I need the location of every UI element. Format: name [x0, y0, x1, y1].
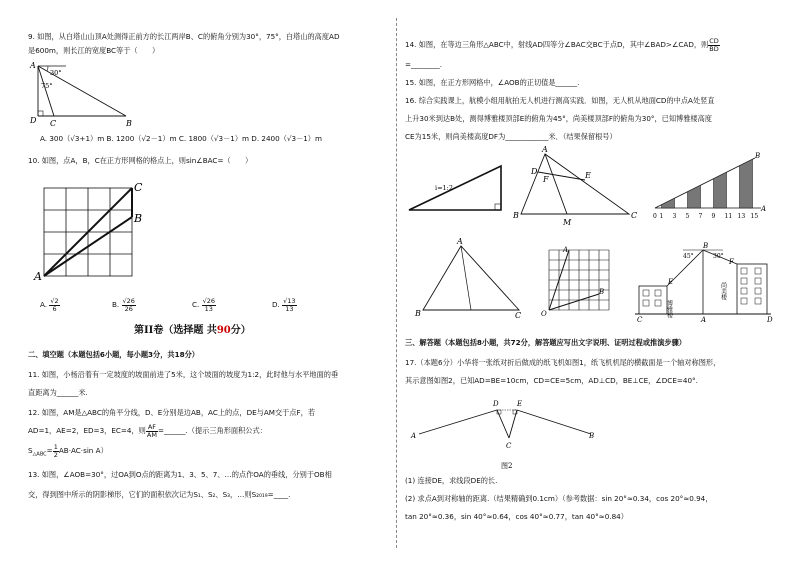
tri-label-m: M: [563, 218, 572, 227]
trap-label-a: A: [761, 205, 767, 213]
q17-label-c: C: [506, 442, 512, 450]
q9-label-d: D: [30, 116, 37, 125]
q12-line1: 12. 如图，AM是△ABC的角平分线，D、E分别是边AB，AC上的点，DE与AM交于点F，若: [28, 408, 316, 417]
tri-label-d: D: [531, 167, 538, 176]
trap-tick-label: 11: [724, 213, 733, 220]
shaded-trapezoid: [740, 159, 753, 208]
build-label-f: F: [729, 258, 734, 266]
trap-tick-label: 0: [653, 213, 657, 220]
tri-label-f: F: [543, 175, 549, 184]
shaded-trapezoid: [662, 198, 675, 208]
section3-title: 三、解答题（本题包括8小题，共72分，解答题应写出文字说明、证明过程或推演步骤）: [405, 338, 686, 347]
tri2-label-b: B: [415, 309, 421, 318]
q12-line3: $S_{\triangle ABC}=$ $\frac{1}{2}$ AB·AC·sin A）: [28, 443, 108, 459]
buildings-figure: [633, 242, 773, 322]
slope-figure: [405, 160, 505, 216]
tri2-label-c: C: [515, 311, 522, 320]
q16-line1: 16. 综合实践课上，航模小组用航拍无人机进行测高实践．如图，无人机从地面CD的中点A处竖直: [405, 96, 715, 105]
build-angle-45: 45°: [683, 253, 694, 260]
tri-label-a: A: [542, 145, 548, 154]
q9-line2: 是600m，则长江的宽度BC等于（ ）: [28, 46, 160, 55]
q17-figure: [409, 394, 599, 472]
q9-angle-30: 30°: [50, 69, 62, 77]
q17-label-d: D: [493, 400, 499, 408]
build-angle-30: 30°: [713, 253, 724, 260]
grid2-label-a: A: [563, 246, 569, 254]
trap-label-b: B: [755, 152, 761, 160]
slope-ratio-label: i=1:2: [435, 184, 453, 192]
tri-label-c: C: [631, 211, 638, 220]
build-label-a: A: [701, 316, 707, 324]
q16-line3: CE为15米，则尚美楼高度DF为____________米．（结果保留根号）: [405, 132, 617, 141]
build-label-d: D: [767, 316, 773, 324]
build-label-b: B: [703, 242, 709, 250]
grid2-label-o: O: [541, 310, 547, 318]
grid-angle-figure: [537, 246, 627, 318]
q10-grid-figure: [34, 182, 154, 282]
q9-figure: [26, 60, 136, 130]
trap-tick-label: 1: [659, 213, 664, 220]
part2-heading: 第II卷（选择题 共90分）: [134, 325, 251, 336]
grid2-label-b: B: [599, 288, 605, 296]
q10-line: 10. 如图，点A，B，C在正方形网格的格点上，则sin∠BAC=（ ）: [28, 156, 253, 165]
q14-line2: =________.: [405, 60, 443, 69]
right-column: [397, 0, 794, 561]
q17-part2: (2) 求点A到对称轴的距离.（结果精确到0.1cm）（参考数据：sin 20°≈0.34，cos 20°≈0.94，: [405, 494, 713, 503]
trap-tick-label: 5: [685, 213, 690, 220]
trap-tick-label: 15: [750, 213, 759, 220]
q14-line1: 14. 如图，在等边三角形△ABC中，射线AD四等分∠BAC交BC于点D，其中∠BAD>∠CAD，则 $\frac{CD}{BD}$: [405, 37, 719, 53]
q16-line2: 上升30米到达B处，测得博雅楼顶部E的俯角为45°，尚美楼顶部F的俯角为30°，已知博雅楼高度: [405, 114, 712, 123]
tri-label-e: E: [585, 171, 591, 180]
q10-label-c: C: [134, 181, 143, 194]
q13-line1: 13. 如图，∠AOB=30°，过OA到O点的距离为1、3、5、7、…的点作OA的垂线，分别于OB相: [28, 470, 332, 479]
trap-tick-label: 13: [737, 213, 746, 220]
q9-options: A. 300（√3+1）m B. 1200（√2－1）m C. 1800（√3－1）m D. 2400（√3－1）m: [40, 134, 322, 143]
trap-tick-label: 3: [672, 213, 677, 220]
trap-tick-label: 9: [711, 213, 716, 220]
build-right-label: 尚美楼: [719, 282, 727, 300]
q9-label-a: A: [30, 61, 36, 70]
triangle-bisector-figure: [511, 145, 641, 228]
q9-line1: 9. 如图，从白塔山山顶A处测得正前方的长江两岸B、C的俯角分别为30°，75°，白塔山的高度AD: [28, 32, 340, 41]
shaded-trapezoid: [714, 172, 727, 208]
shaded-trapezoid: [688, 185, 701, 208]
q11-line1: 11. 如图，小杨沿着有一定坡度的坡面前进了5米，这个坡面的坡度为1:2，此时他与水平地面的垂: [28, 370, 339, 379]
q10-option-a: A. $\frac{√2}{6}$: [40, 297, 59, 313]
build-label-e: E: [668, 278, 674, 286]
tri2-label-a: A: [457, 237, 463, 246]
build-label-c: C: [637, 316, 643, 324]
q11-line2: 直距离为______米.: [28, 388, 88, 397]
q12-line2: AD=1，AE=2，ED=3，EC=4，则 $\frac{AF}{AM}$ =______.（提示三角形面积公式：: [28, 423, 267, 439]
q17-label-b: B: [589, 432, 595, 440]
q17-part1: (1) 连接DE，求线段DE的长.: [405, 476, 498, 485]
q10-option-c: C. $\frac{√26}{13}$: [192, 297, 216, 313]
build-left-label: 博雅楼: [665, 300, 673, 318]
q9-angle-75: 75°: [41, 82, 53, 90]
q10-option-d: D. $\frac{√13}{13}$: [272, 297, 296, 313]
triangle-abc-figure: [415, 238, 525, 318]
q10-label-a: A: [34, 270, 42, 283]
section2-title: 二、填空题（本题包括6小题，每小题3分，共18分）: [28, 350, 199, 359]
q9-label-c: C: [50, 119, 57, 128]
q17-caption: 图2: [501, 462, 513, 470]
q10-label-b: B: [134, 212, 143, 225]
q15-line: 15. 如图，在正方形网格中，∠AOB的正切值是______.: [405, 78, 580, 87]
tri-label-b: B: [513, 211, 519, 220]
q10-option-b: B. $\frac{√26}{26}$: [112, 297, 135, 313]
shaded-trapezoids-figure: [649, 152, 779, 224]
trap-tick-label: 7: [698, 213, 703, 220]
q13-line2: 交，得到图中所示的阴影梯形，它们的面积依次记为S₁、S₂、S₃，…则S₂₀₁₉=____.: [28, 490, 291, 499]
q17-line1: 17.（本题6分）小华将一张纸对折后做成的纸飞机如图1，纸飞机机尾的横截面是一个轴对称图形，: [405, 358, 721, 367]
q17-label-a: A: [411, 432, 417, 440]
q17-line2: 其示意图如图2，已知AD=BE=10cm，CD=CE=5cm，AD⊥CD，BE⊥CE，∠DCE=40°.: [405, 376, 698, 385]
q17-label-e: E: [517, 400, 523, 408]
q17-part3: tan 20°≈0.36，sin 40°≈0.64，cos 40°≈0.77，tan 40°≈0.84）: [405, 512, 628, 521]
q9-label-b: B: [126, 119, 132, 128]
